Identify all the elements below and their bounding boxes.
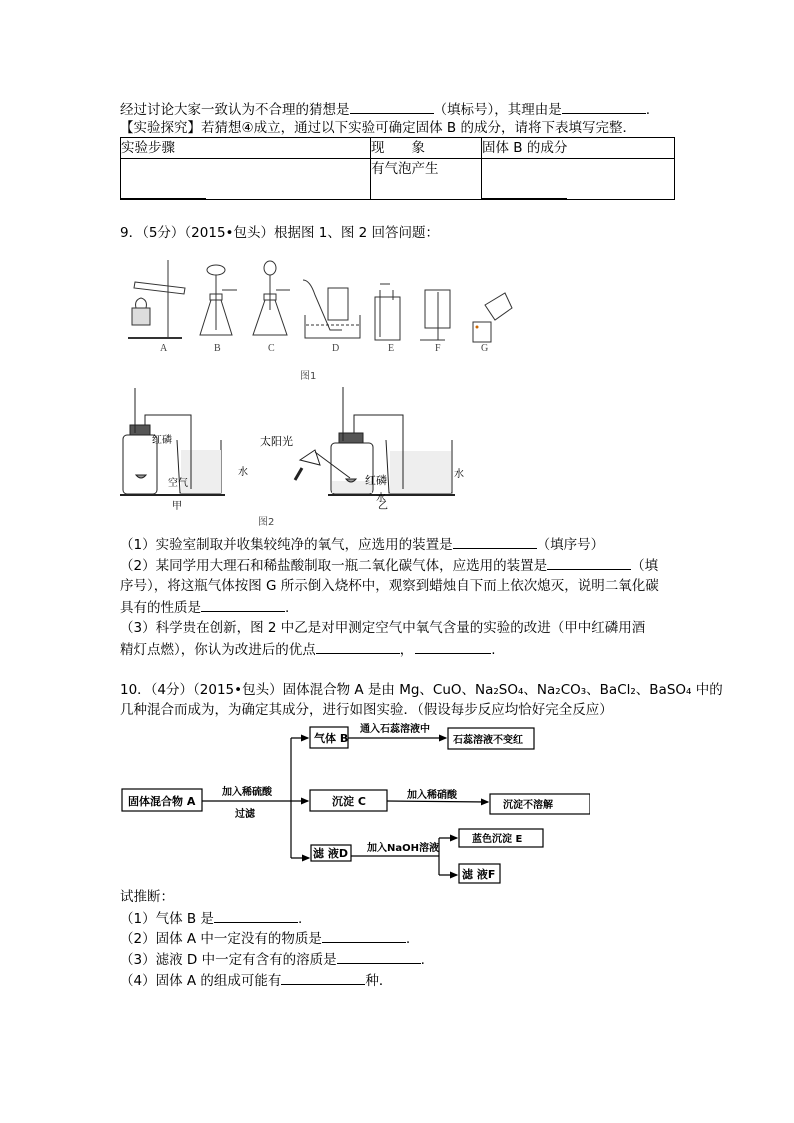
q10-part1 — [120, 908, 302, 929]
flowchart — [110, 720, 590, 890]
label-a: A — [160, 343, 168, 354]
caption-yi: 乙 — [378, 501, 388, 510]
flow-label: 过滤 — [235, 809, 255, 820]
label-red-phosphorus: 红磷 — [152, 435, 172, 446]
text: 种． — [365, 973, 393, 989]
answer-blank[interactable] — [337, 949, 421, 964]
flow-start: 固体混合物 A — [128, 795, 196, 808]
apparatus-b — [200, 265, 237, 335]
answer-blank[interactable] — [415, 639, 491, 654]
flow-label: 通入石蕊溶液中 — [360, 724, 430, 735]
flow-precip-result: 沉淀不溶解 — [503, 800, 553, 811]
q8-line2: 【实验探究】若猜想④成立，通过以下实验可确定固体 B 的成分，请将下表填写完整． — [120, 120, 636, 136]
label-g: G — [481, 343, 489, 354]
answer-blank[interactable] — [201, 597, 285, 612]
figure-1 — [110, 250, 530, 385]
label-f: F — [435, 343, 441, 354]
q10-line2: 几种混合而成为，为确定其成分，进行如图实验．（假设每步反应均恰好完全反应） — [120, 702, 613, 718]
table-cell[interactable] — [482, 159, 675, 200]
flow-blue-precip-e: 蓝色沉淀 E — [472, 834, 523, 845]
q9-part3: （3）科学贵在创新，图 2 中乙是对甲测定空气中氧气含量的实验的改进（甲中红磷用酒 — [120, 620, 646, 636]
flow-label: 加入稀硝酸 — [407, 790, 457, 801]
label-water: 水 — [238, 467, 248, 478]
apparatus-a — [128, 260, 185, 338]
q9-title: 9．（5分）（2015•包头）根据图 1、图 2 回答问题： — [120, 225, 440, 241]
experiment-table — [120, 137, 675, 200]
text: 经过讨论大家一致认为不合理的猜想是 — [120, 102, 350, 118]
table-cell[interactable] — [121, 159, 371, 200]
q9-part2-line2: 序号），将这瓶气体按图 G 所示倒入烧杯中，观察到蜡烛自下而上依次熄灭，说明二氧化碳 — [120, 578, 659, 594]
answer-blank[interactable] — [322, 928, 406, 943]
q10-line1: 10．（4分）（2015•包头）固体混合物 A 是由 Mg、CuO、Na₂SO₄、Na₂CO₃、BaCl₂、BaSO₄ 中的 — [120, 682, 723, 698]
apparatus-g — [473, 293, 512, 342]
flow-litmus-result: 石蕊溶液不变红 — [453, 735, 523, 746]
q8-line1 — [120, 99, 650, 120]
q9-part1 — [120, 534, 604, 555]
flow-filtrate-f: 滤 液F — [462, 868, 496, 881]
answer-blank[interactable] — [350, 99, 434, 114]
text: . — [491, 642, 496, 658]
q10-part4 — [120, 970, 392, 991]
apparatus-c — [253, 261, 290, 335]
q10-part2 — [120, 928, 410, 949]
figure-1-labels — [0, 343, 794, 359]
label-b: B — [214, 343, 221, 354]
text: （4）固体 A 的组成可能有 — [120, 973, 282, 989]
flow-gas-b: 气体 B — [314, 732, 349, 745]
label-water: 水 — [376, 493, 386, 504]
label-e: E — [388, 343, 395, 354]
apparatus-e — [375, 284, 400, 340]
text: ， — [399, 642, 414, 658]
text: . — [297, 911, 303, 927]
label-c: C — [268, 343, 275, 354]
table-cell: 有气泡产生 — [371, 159, 482, 200]
text: （3）滤液 D 中一定有含有的溶质是 — [120, 952, 337, 968]
text: （2）某同学用大理石和稀盐酸制取一瓶二氧化碳气体，应选用的装置是 — [120, 558, 548, 574]
answer-blank[interactable] — [281, 970, 365, 985]
text: （1）气体 B 是 — [120, 911, 214, 927]
apparatus-d — [303, 280, 360, 338]
q10-part3 — [120, 949, 425, 970]
text: . — [420, 952, 425, 968]
text: 具有的性质是 — [120, 600, 201, 616]
label-water: 水 — [454, 469, 464, 480]
flow-precip-c: 沉淀 C — [332, 795, 366, 808]
answer-blank[interactable] — [547, 555, 631, 570]
apparatus-f — [420, 290, 450, 340]
text: （2）固体 A 中一定没有的物质是 — [120, 931, 322, 947]
label-d: D — [332, 343, 340, 354]
label-air: 空气 — [168, 478, 188, 489]
text: （填标号），其理由是 — [433, 102, 562, 118]
flow-label: 加入NaOH溶液 — [367, 843, 439, 854]
text: （填 — [631, 558, 659, 574]
answer-blank[interactable] — [453, 534, 537, 549]
label-red-phosphorus: 红磷 — [365, 474, 387, 487]
text: . — [285, 600, 290, 616]
text: . — [645, 102, 651, 118]
q9-part3-line2 — [120, 639, 496, 660]
figure-1-caption: 图1 — [300, 371, 317, 382]
q9-part2 — [120, 555, 658, 576]
answer-blank[interactable] — [214, 908, 298, 923]
caption-jia: 甲 — [172, 501, 182, 510]
text: （填序号） — [536, 537, 605, 553]
flow-label: 加入稀硫酸 — [222, 787, 272, 798]
q9-part2-line3 — [120, 597, 289, 618]
answer-blank[interactable] — [316, 639, 400, 654]
label-sunlight: 太阳光 — [260, 435, 293, 448]
table-header: 现 象 — [371, 138, 482, 159]
figure-2 — [110, 385, 530, 510]
text: 精灯点燃），你认为改进后的优点 — [120, 642, 316, 658]
text: （1）实验室制取并收集较纯净的氧气，应选用的装置是 — [120, 537, 453, 553]
figure-2-caption: 图2 — [258, 517, 275, 528]
answer-blank[interactable] — [562, 99, 646, 114]
text: . — [405, 931, 411, 947]
table-header: 固体 B 的成分 — [482, 138, 675, 159]
q10-infer: 试推断： — [120, 889, 174, 905]
flow-filtrate-d: 滤 液D — [313, 847, 348, 860]
table-header: 实验步骤 — [121, 138, 371, 159]
